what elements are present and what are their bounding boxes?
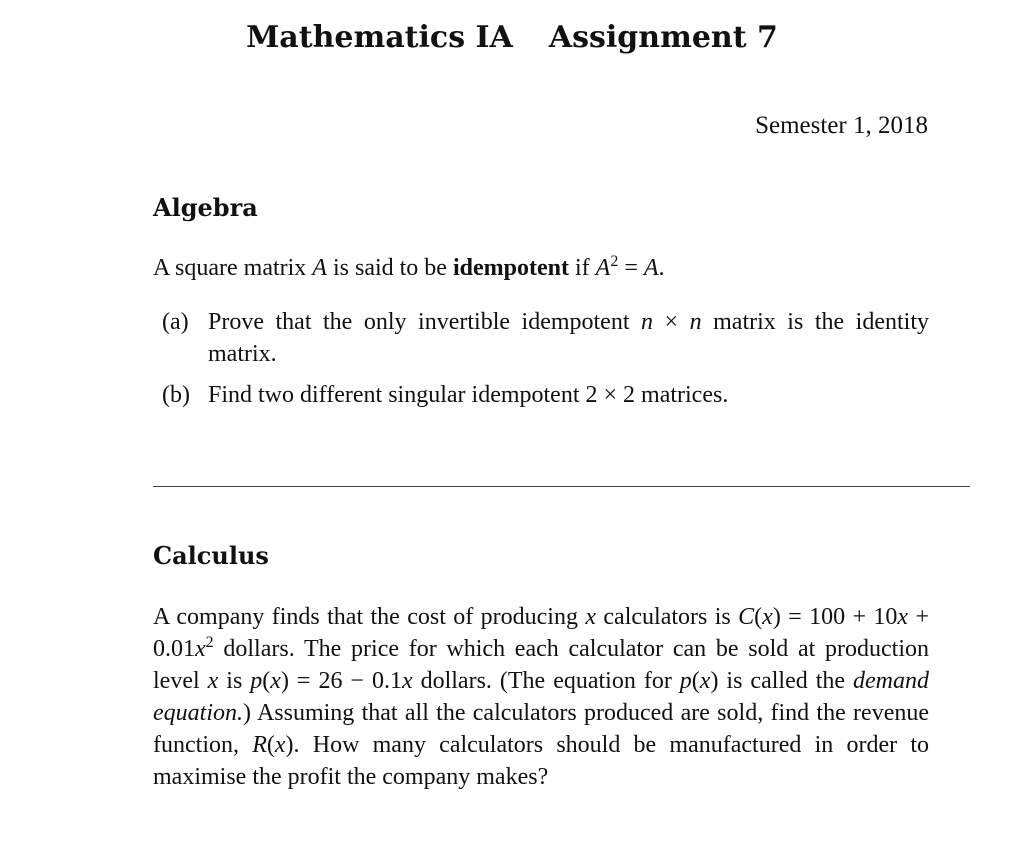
calc-s15: ). How many calculators should be manufactured in order to maximise the profit the company makes? xyxy=(153,732,929,790)
calc-s6: dollars. The price for which each calculator can be sold at production level xyxy=(153,636,929,694)
calc-x1: x xyxy=(585,604,597,630)
part-b xyxy=(162,379,929,411)
calc-r: R xyxy=(252,732,267,758)
calc-x5: x xyxy=(207,668,219,694)
calc-p2: p xyxy=(679,668,692,694)
calc-s10: dollars. (The equation for xyxy=(412,668,680,694)
calc-x4: x xyxy=(195,636,206,662)
semester-label: Semester 1, 2018 xyxy=(755,112,928,139)
intro-var: A xyxy=(312,255,327,281)
calc-x6: x xyxy=(270,668,281,694)
calc-s4: ) = 100 + 10 xyxy=(772,604,898,630)
part-a-pre: Prove that the only invertible idempotent xyxy=(208,309,642,335)
calc-s11: ( xyxy=(691,668,700,694)
course-title: Mathematics IA xyxy=(246,20,513,55)
calc-x3: x xyxy=(897,604,909,630)
calc-s1: A company finds that the cost of producing xyxy=(153,604,586,630)
part-a-times: × xyxy=(653,309,690,335)
intro-eq-exp: 2 xyxy=(610,253,619,270)
algebra-heading: Algebra xyxy=(153,193,258,222)
part-a-text xyxy=(208,306,929,370)
intro-mid: is said to be xyxy=(326,255,453,281)
calc-s3: ( xyxy=(754,604,763,630)
algebra-intro xyxy=(153,252,929,284)
calc-demand-equation: demand equation. xyxy=(153,668,929,726)
intro-end: . xyxy=(658,255,665,281)
calc-s5: + 0.01 xyxy=(153,604,929,662)
calc-s13: ) Assuming that all the calculators produced are sold, find the revenue function, xyxy=(153,700,929,758)
part-a-post: matrix is the identity matrix. xyxy=(208,309,929,367)
calc-s14: ( xyxy=(266,732,275,758)
assignment-title: Assignment 7 xyxy=(548,20,778,55)
calc-exp: 2 xyxy=(205,634,214,651)
part-a-label: (a) xyxy=(162,309,189,335)
intro-eq-base: A xyxy=(595,255,611,281)
part-a-n1: n xyxy=(641,309,654,335)
calculus-heading: Calculus xyxy=(153,541,269,570)
section-divider xyxy=(153,486,970,487)
calc-s8: ( xyxy=(262,668,271,694)
calc-s2: calculators is xyxy=(596,604,739,630)
calc-x9: x xyxy=(274,732,286,758)
calc-s7: is xyxy=(218,668,251,694)
part-b-text: Find two different singular idempotent 2 × 2 matrices. xyxy=(208,382,729,408)
document-title xyxy=(0,20,1024,55)
calc-s12: ) is called the xyxy=(710,668,854,694)
intro-eq-var: A xyxy=(643,255,659,281)
calc-c: C xyxy=(738,604,755,630)
part-b-label: (b) xyxy=(162,382,190,408)
intro-eq-rest: = xyxy=(618,255,644,281)
calculus-problem xyxy=(153,601,929,793)
calc-x2: x xyxy=(762,604,773,630)
intro-bold-term: idempotent xyxy=(452,255,569,281)
calc-p1: p xyxy=(250,668,263,694)
calc-x8: x xyxy=(699,668,711,694)
intro-if: if xyxy=(568,255,596,281)
part-a-n2: n xyxy=(689,309,702,335)
algebra-parts-list xyxy=(162,306,929,420)
calc-x7: x xyxy=(401,668,413,694)
part-a xyxy=(162,306,929,370)
intro-pre: A square matrix xyxy=(153,255,313,281)
calc-s9: ) = 26 − 0.1 xyxy=(280,668,402,694)
